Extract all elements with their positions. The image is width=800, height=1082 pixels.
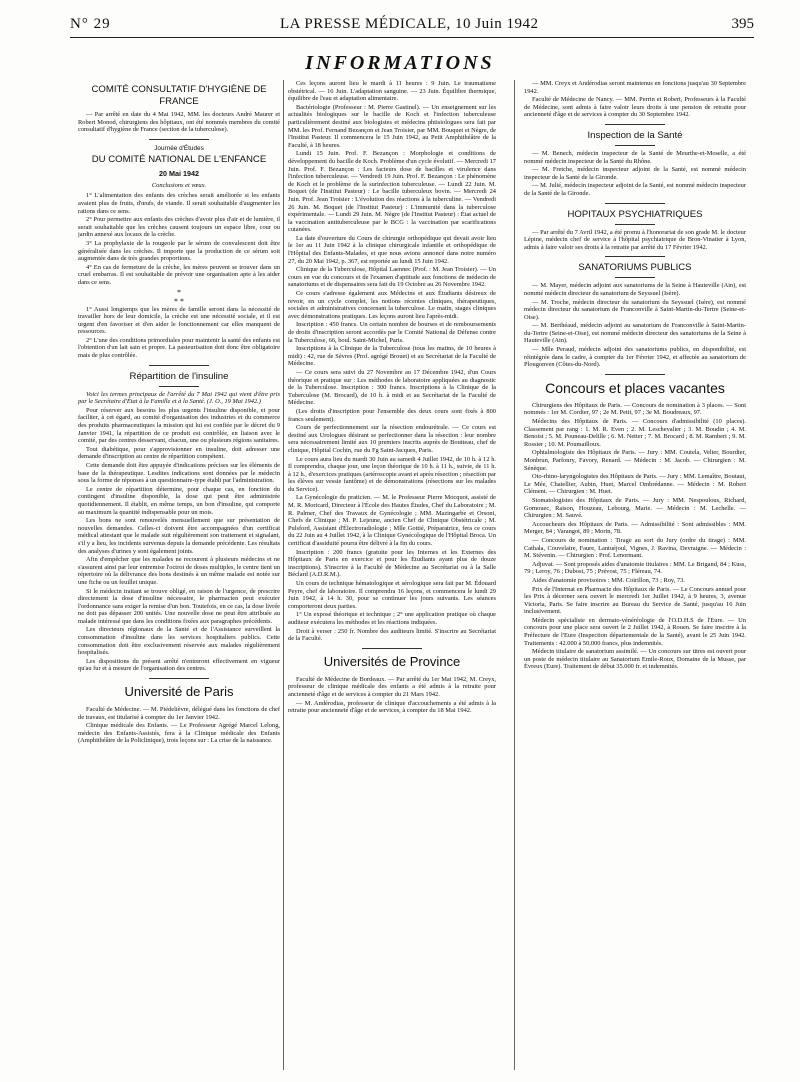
journee-paragraph: 2° L'une des conditions primordiales pour maintenir la santé des enfants est l'obtention d'un lait sain et propre. La pasteurisation doit donc être obligatoire mais de plus contrôlée. — [78, 336, 280, 360]
inspection-paragraph: — M. Fretche, médecin inspecteur adjoint de la Santé, est nommé médecin inspecteur de la Santé de la Gironde. — [524, 166, 746, 181]
concours-paragraph: — Concours de nomination : Tirage au sort du Jury (ordre du tirage) : MM. Cathala, Couvelaire, Faure, Lantuéjoul, Vignes, J. Ravina, Devraigne. — Médecin : M. Stévenin. — Chirurgien : Prof. Lenormant. — [524, 536, 746, 560]
article-paragraph: Faculté de Médecine de Nancy. — MM. Perrin et Robert, Professeurs à la Faculté de Médecine, sont admis à faire valoir leurs droits à une pension de retraite pour ancienneté d'âge et de services à compter du 30 Septembre 1942. — [524, 96, 746, 119]
column-3 — [524, 80, 746, 1080]
article-paragraph: — Ce cours sera suivi du 27 Novembre au 17 Décembre 1942, d'un Cours théorique et pratique sur : Les méthodes de laboratoire appliquées au diagnostic de la Tuberculose. Inscription : 300 francs. Inscriptions à la Clinique de la Tuberculose (M. Brocard), de 10 h. à midi et au Secrétariat de la Faculté de Médecine. — [288, 368, 496, 407]
concours-paragraph: Adjuvat. — Sont proposés aides d'anatomie titulaires : MM. Le Brigand, 84 ; Kuss, 79 ; Leroy, 76 ; Dubost, 75 ; Prévost, 75 ; Fléreau, 74. — [524, 560, 746, 576]
insuline-paragraph: Les bons ne sont renouvelés mensuellement que sur présentation de nouvelles demandes. Celles-ci doivent être accompagnées d'un certificat médical attestant que le malade suit régulièrement son traitement et signalant, s'il y a lieu, les incidents survenus depuis la demande précédente. Les résultats des analyses d'urines y sont également joints. — [78, 517, 280, 555]
concours-paragraph: Accoucheurs des Hôpitaux de Paris. — Admissibilité : Sont admissibles : MM. Merger, 84 ; Varangot, 89 ; Morin, 78. — [524, 520, 746, 536]
inspection-paragraph: — M. Julié, médecin inspecteur adjoint de la Santé, est nommé médecin inspecteur de la Santé de la Gironde. — [524, 182, 746, 197]
universite-paris-paragraph: Faculté de Médecine. — M. Piédelièvre, délégué dans les fonctions de chef de travaux, est titularisé à compter du 1er Janvier 1942. — [78, 706, 280, 721]
insuline-paragraph: Les dispositions du présent arrêté n'entreront effectivement en vigueur qu'au fur et à mesure de l'organisation des centres. — [78, 657, 280, 673]
comite-heading: COMITÉ CONSULTATIF D'HYGIÈNE DE FRANCE — [91, 84, 267, 107]
concours-paragraph: Ophtalmologiste des Hôpitaux de Paris. — Jury : MM. Coutela, Velter, Bourdier, Monbrun, Parfonry, Favory, Renard. — Médecin : M. Jacob. — Chirurgien : M. Sénèque. — [524, 449, 746, 472]
insuline-intro: Voici les termes principaux de l'arrêté du 7 Mai 1942 qui vient d'être pris par le Secrétaire d'État à la Famille et à la Santé. (J. O., 19 Mai 1942.) — [78, 390, 280, 406]
article-paragraph: — MM. Creyx et Andérodias seront maintenus en fonctions jusqu'au 30 Septembre 1942. — [524, 80, 746, 95]
section-title: INFORMATIONS — [305, 52, 495, 74]
article-paragraph: La Gynécologie du praticien. — M. le Professeur Pierre Mocquot, assisté de M. R. Moricard, Directeur à l'École des Hautes Études, Chef du Laboratoire ; M. R. Palmer, Chef des Travaux de Gynécologie ; MM. Mazingarbe et Orsoni, Chefs de Clinique ; M. P. Lejeune, ancien Chef de Clinique Obstétricale ; M. Pulsford, Assistant d'Électroradiologie ; Mlle Gottié, Préparatrice, fera ce cours du 22 Juin au 4 Juillet 1942, à la Clinique Gynécologique de l'Hôpital Broca. Un certificat d'assiduité pourra être délivré à la fin du cours. — [288, 494, 496, 548]
sanatoriums-heading: SANATORIUMS PUBLICS — [578, 262, 692, 274]
journee-heading: Journée d'Études — [154, 144, 204, 152]
separator — [605, 124, 665, 125]
concours-paragraph: Prix de l'Internat en Pharmacie des Hôpitaux de Paris. — Le Concours annuel pour les Prix à décerner sera ouvert le mercredi 1er Juillet 1942, à 9 heures, 3, avenue Victoria, Paris. Se faire inscrire au Bureau du Service de Santé, jusqu'au 16 Juin inclusivement. — [524, 585, 746, 616]
hopitaux-paragraph: — Par arrêté du 7 Avril 1942, a été promu à l'honorariat de son grade M. le docteur Lépine, médecin chef de service à l'hôpital psychiatrique de Bron-Vinatier à Lyon, admis à faire valoir ses droits à la retraite par arrêté du 17 Février 1942. — [524, 228, 746, 251]
article-paragraph: Ce cours s'adresse également aux Médecins et aux Étudiants désireux de revoir, en un cycle complet, les notions récentes cliniques, thérapeutiques, sociales et administratives concernant la tuberculose. Le matin, stages cliniques avec démonstrations pratiques. Les leçons auront lieu l'après-midi. — [288, 290, 496, 320]
article-paragraph: Inscriptions à la Clinique de la Tuberculose (tous les matins, de 10 heures à midi) : 42, rue de Sèvres (Prof. agrégé Brouet) et au Secrétariat de la Faculté de Médecine. — [288, 345, 496, 368]
separator — [149, 365, 209, 366]
article-paragraph: Ces leçons auront lieu le mardi à 11 heures : 9 Juin. Le traumatisme obstétrical. — 16 Juin. L'adaptation sanguine. — 23 Juin. Équilibre thermique, équilibre de l'eau et adaptation alimentaire. — [288, 80, 496, 103]
article-paragraph: Droit à verser : 250 fr. Nombre des auditeurs limité. S'inscrire au Secrétariat de la Faculté. — [288, 627, 496, 643]
sanatoriums-paragraph: — M. Troche, médecin directeur du sanatorium du Seyssuel (Isère), est nommé médecin directeur du sanatorium de Franconville à Saint-Martin-du-Tertre (Seine-et-Oise). — [524, 298, 746, 321]
journee-paragraph: 1° Aussi longtemps que les mères de famille seront dans la nécessité de travailler hors de leur domicile, la crèche est une nécessité sociale, et il est urgent d'en favoriser et d'en aider le fonctionnement car elles manquent de ressources. — [78, 305, 280, 336]
insuline-paragraph: Afin d'empêcher que les malades ne recourent à plusieurs médecins et ne s'assurent ainsi par leur entremise l'octroi de doses multiples, le centre tient un répertoire où la délivrance des bons destinés à un même malade est notée sur une fiche ou un feuillet unique. — [78, 556, 280, 586]
column-1 — [78, 80, 280, 1080]
insuline-paragraph: Cette demande doit être appuyée d'indications précises sur les éléments de base de la thérapeutique. Lesdites indications sont données par le médecin sous la forme de réponses à un questionnaire-type établi par l'administration. — [78, 462, 280, 485]
journee-subtitle: Conclusions et vœux. — [151, 181, 207, 189]
concours-paragraph: Oto-rhino-laryngologistes des Hôpitaux de Paris. — Jury : MM. Lemaître, Boutaut, Le Mée, Chatellier, Aubin, Huet, Marcel Ombrédanne. — Médecin : M. Robert Clément. — Chirurgien : M. Huet. — [524, 473, 746, 496]
insuline-paragraph: Tout diabétique, pour s'approvisionner en insuline, doit adresser une demande d'inscription au centre de répartition compétent. — [78, 445, 280, 461]
article-paragraph: Clinique de la Tuberculose, Hôpital Laennec (Prof. : M. Jean Troisier). — Un cours en vue du concours et de l'examen d'aptitude aux fonctions de médecin de sanatoriums et de dispensaires sera fait du 19 Octobre au 26 Novembre 1942. — [288, 266, 496, 289]
page-header — [70, 16, 754, 36]
province-paragraph: Faculté de Médecine de Bordeaux. — Par arrêté du 1er Mai 1942, M. Creyx, professeur de clinique médicale des enfants a été admis à la retraite pour ancienneté d'âge et de services à compter du 21 Mars 1942. — [288, 675, 496, 698]
insuline-paragraph: Les directeurs régionaux de la Santé et de l'Assistance surveillent la consommation d'insuline dans les services hospitaliers publics. Cette consommation doit être exclusivement réservée aux malades régulièrement hospitalisés. — [78, 626, 280, 657]
article-paragraph: Un cours de technique hématologique et sérologique sera fait par M. Édouard Peyre, chef de laboratoire. Il comprendra 16 leçons, et commencera le lundi 29 Juin 1942, à 14 h. 30, pour se continuer les jours suivants. Les séances comporteront deux parties. — [288, 580, 496, 610]
column-divider — [514, 80, 515, 1070]
article-paragraph: 1° Un exposé théorique et technique ; 2° une application pratique où chaque auditeur exécutera les méthodes et les réactions indiquées. — [288, 611, 496, 626]
concours-paragraph: Médecins des Hôpitaux de Paris. — Concours d'admissibilité (10 places). Classement par rang : 1. M. R. Even ; 2. M. Leschevalier ; 3. M. Boudin ; 4. M. Benoist ; 5. M. Pouneau-Delille ; 6. M. Netter ; 7. M. Brocard ; 8. M. Rambert ; 9. M. Rossier ; 10. M. Poumailloux. — [524, 418, 746, 448]
issue-number: N° 29 — [70, 16, 111, 32]
separator — [159, 386, 199, 387]
province-paragraph: — M. Andérodias, professeur de clinique d'accouchements a été admis à la retraite pour ancienneté d'âge et de services, à compter du 18 Mai 1942. — [288, 699, 496, 715]
journee-paragraph: 3° La prophylaxie de la rougeole par le sérum de convalescent doit être généralisée dans les crèches. Il importe que la production de ce sérum soit augmentée dans de très grandes proportions. — [78, 239, 280, 263]
separator — [149, 139, 209, 140]
universite-paris-heading: Université de Paris — [124, 684, 234, 700]
inspection-heading: Inspection de la Santé — [587, 129, 683, 141]
concours-paragraph: Médecin spécialiste en dermato-vénéréologie de l'O.D.H.S de l'Eure. — Un concours pour une place sera ouvert le 2 Juillet 1942, à Rouen. Se faire inscrire à la Préfecture de l'Eure (Inspection départementale de la Santé), avant le 25 Juin 1942. Traitements : 42.000 à 50.000 francs, plus indemnités. — [524, 616, 746, 647]
journee-paragraph: 2° Pour permettre aux enfants des crèches d'avoir plus d'air et de lumière, il serait souhaitable que les crèches causent toujours un espace libre, cour ou jardin annexé aux locaux de la crèche. — [78, 216, 280, 239]
page-number: 395 — [731, 16, 754, 32]
inspection-paragraph: — M. Benech, médecin inspecteur de la Santé de Meurthe-et-Moselle, a été nommé médecin inspecteur de la Santé du Rhône. — [524, 149, 746, 165]
universite-paris-paragraph: Clinique médicale des Enfants. — Le Professeur Agrégé Marcel Lelong, médecin des Enfants-Assistés, fera à la Clinique médicale des Enfants (Amphithéâtre de la Policlinique), trois leçons sur : La crise de la naissance. — [78, 722, 280, 745]
separator — [615, 145, 655, 146]
concours-paragraph: Médecin titulaire de sanatorium assimilé. — Un concours sur titres est ouvert pour un poste de médecin titulaire au Sanatorium Emile-Roux, Domaine de la Musse, par Évreux (Eure). Traitement de début 35.000 fr. et indemnités. — [524, 648, 746, 671]
article-paragraph: Cours de perfectionnement sur la résection endourétrale. — Ce cours est destiné aux Urologues désirant se perfectionner dans la résection : leur nombre sera nécessairement limité aux 10 premiers inscrits auprès de Boutteau, chef de clinique, Hôpital Cochin, rue du Fg Saint-Jacques, Paris. — [288, 424, 496, 454]
separator — [149, 678, 209, 679]
insuline-paragraph: Pour réserver aux besoins les plus urgents l'insuline disponible, et pour faciliter, à cet égard, au comité d'organisation des industries et du commerce des produits pharmaceutiques la mission qui lui est confiée par le décret du 9 Janvier 1941, la répartition de ce produit est contrôlée, en liaison avec le comité, par des centres desservant, chacun, une ou plusieurs régions sanitaires. — [78, 406, 280, 445]
article-paragraph: Lundi 15 Juin. Prof. F. Bezançon : Morphologie et conditions de développement du bacille de Koch. Problème d'un cycle évolutif. — Mercredi 17 Juin. Prof. F. Bezançon : Les facteurs dose de bacilles et virulence dans l'infection tuberculeuse. — Vendredi 19 Juin. Prof. F. Bezançon : Le phénomène de Koch et le problème de la surinfection tuberculeuse. — Lundi 22 Juin. M. Boquet (de l'Institut Pasteur) : Le bacille tuberculeux bovin. — Mercredi 24 Juin. Prof. Jean Troisier : L'évolution des réactions à la tuberculine. — Vendredi 26 Juin. M. Boquet (de l'Institut Pasteur) : L'immunité dans la tuberculose expérimentale. — Lundi 29 Juin. M. Nègre (de l'Institut Pasteur) : État actuel de la vaccination antituberculeuse par le BCG : la vaccination par scarifications cutanées. — [288, 150, 496, 234]
insuline-paragraph: Si le médecin traitant se trouve obligé, en raison de l'urgence, de prescrire directement la dose d'insuline nécessaire, le pharmacien peut exécuter l'ordonnance sans exiger la remise d'un bon. Toutefois, en ce cas, la dose livrée ne doit pas dépasser 200 unités. Une nouvelle dose ne peut être attribuée au malade intéressé que dans les conditions fixées aux paragraphes précédents. — [78, 587, 280, 625]
separator — [605, 256, 665, 257]
concours-paragraph: Stomatologistes des Hôpitaux de Paris. — Jury : MM. Nespoulous, Richard, Gornouec, Raison, Houzeau, Lebourg, Marie. — Médecin : M. Lechelle. — Chirurgien : M. Sauvé. — [524, 496, 746, 520]
sanatoriums-paragraph: — M. Mayer, médecin adjoint aux sanatoriums de la Seine à Hauteville (Ain), est nommé médecin directeur du sanatorium de Seyssuel (Isère). — [524, 282, 746, 297]
comite-text: — Par arrêté en date du 4 Mai 1942, MM. les docteurs André Maurer et Robert Monod, chirurgiens des hôpitaux, ont été nommés membres du comité consultatif d'hygiène de France (section de la tuberculose). — [78, 111, 280, 134]
concours-paragraph: Chirurgiens des Hôpitaux de Paris. — Concours de nomination à 3 places. — Sont nommés : 1er M. Cordier, 97 ; 2e M. Petit, 97 ; 3e M. Boudreaux, 97. — [524, 401, 746, 417]
journee-subheading: DU COMITÉ NATIONAL DE L'ENFANCE — [91, 153, 267, 165]
journee-paragraph: 1° L'alimentation des enfants des crèches serait améliorée si les enfants avaient plus de fruits, d'œufs, de viande. Il serait souhaitable d'augmenter les rations dans ce sens. — [78, 192, 280, 215]
header-rule — [70, 37, 754, 38]
column-2 — [288, 80, 496, 1080]
sanatoriums-paragraph: — M. Berthéaud, médecin adjoint au sanatorium de Franconville à Saint-Martin-du-Tertre (Seine-et-Oise), est nommé médecin directeur des sanatoriums de la Seine à Hauteville (Ain). — [524, 322, 746, 345]
asterism: * * * — [174, 287, 184, 306]
article-paragraph: La date d'ouverture du Cours de chirurgie orthopédique qui devait avoir lieu le 1er au 11 Juin 1942 à la clinique chirurgicale infantile et orthopédique de l'Hôpital des Enfants-Malades, et que nous avions annoncé dans notre numéro 27, du 20 Mai 1942, p. 367, est reportée au lundi 15 Juin 1942. — [288, 234, 496, 265]
separator — [362, 648, 422, 649]
insuline-heading: Répartition de l'insuline — [129, 370, 229, 382]
sanatoriums-paragraph: — Mlle Peraud, médecin adjoint des sanatoriums publics, en disponibilité, est réintégrée dans le cadre, à compter du 1er Février 1942, et affectée au sanatorium de Plougonven (Côtes-du-Nord). — [524, 346, 746, 369]
journal-title: LA PRESSE MÉDICALE, 10 Juin 1942 — [280, 16, 539, 32]
separator — [615, 277, 655, 278]
universites-province-heading: Universités de Province — [323, 653, 461, 669]
separator — [615, 224, 655, 225]
separator — [605, 374, 665, 375]
insuline-paragraph: Le centre de répartition détermine, pour chaque cas, en fonction du contingent d'insuline disponible, la dose qui peut être administrée quotidiennement. Il établit, en même temps, un bon d'insuline, qui comporte au maximum la quantité indispensable pour un mois. — [78, 485, 280, 516]
concours-paragraph: Aides d'anatomie provisoires : MM. Coirillon, 73 ; Roy, 73. — [532, 576, 685, 584]
hopitaux-heading: HOPITAUX PSYCHIATRIQUES — [567, 208, 703, 220]
article-paragraph: Inscription : 450 francs. Un certain nombre de bourses et de remboursements de droits d'inscription seront accordés par le Comité National de Défense contre la Tuberculose, 66, boul. Saint-Michel, Paris. — [288, 321, 496, 344]
concours-heading: Concours et places vacantes — [545, 379, 725, 396]
article-paragraph: Inscription : 200 francs (gratuite pour les Internes et les Externes des Hôpitaux de Paris en exercice et pour les Étudiants ayant plus de douze inscriptions). S'inscrire à la Faculté de Médecine au Secrétariat ou à la Salle Béclard (A.D.R.M.). — [288, 548, 496, 579]
article-paragraph: Bactériologie (Professeur : M. Pierre Gastinel). — Un enseignement sur les actualités biologiques sur le bacille de Koch et l'infection tuberculeuse particulièrement destiné aux biologistes et médecins phtisiologues sera fait par MM. les Prof. Fernand Bezançon et Jean Troisier, par MM. Bouquet et Nègre, de l'Institut Pasteur. Il commencera le 15 Juin 1942, au Petit Amphithéâtre de la Faculté, à 18 heures. — [288, 103, 496, 149]
journee-date: 20 Mai 1942 — [159, 168, 199, 178]
article-paragraph: Le cours aura lieu du mardi 30 Juin au samedi 4 Juillet 1942, de 10 h. à 12 h. Il comprendra, chaque jour, une leçon théorique de 10 h. à 11 h., suivie, de 11 h. à 12 h., d'exercices pratiques (artéroscopie avant et après résection ; résection par les élèves sur vessie fantôme) et de démonstrations (résections sur les malades du Service). — [288, 455, 496, 493]
column-divider — [283, 80, 284, 1070]
article-paragraph: (Les droits d'inscription pour l'ensemble des deux cours sont fixés à 800 francs seulement). — [288, 407, 496, 423]
separator — [605, 203, 665, 204]
journee-paragraph: 4° En cas de fermeture de la crèche, les mères peuvent se trouver dans un cruel embarras. Il est souhaitable de prévoir une organisation apte à les aider dans ce sens. — [78, 263, 280, 286]
